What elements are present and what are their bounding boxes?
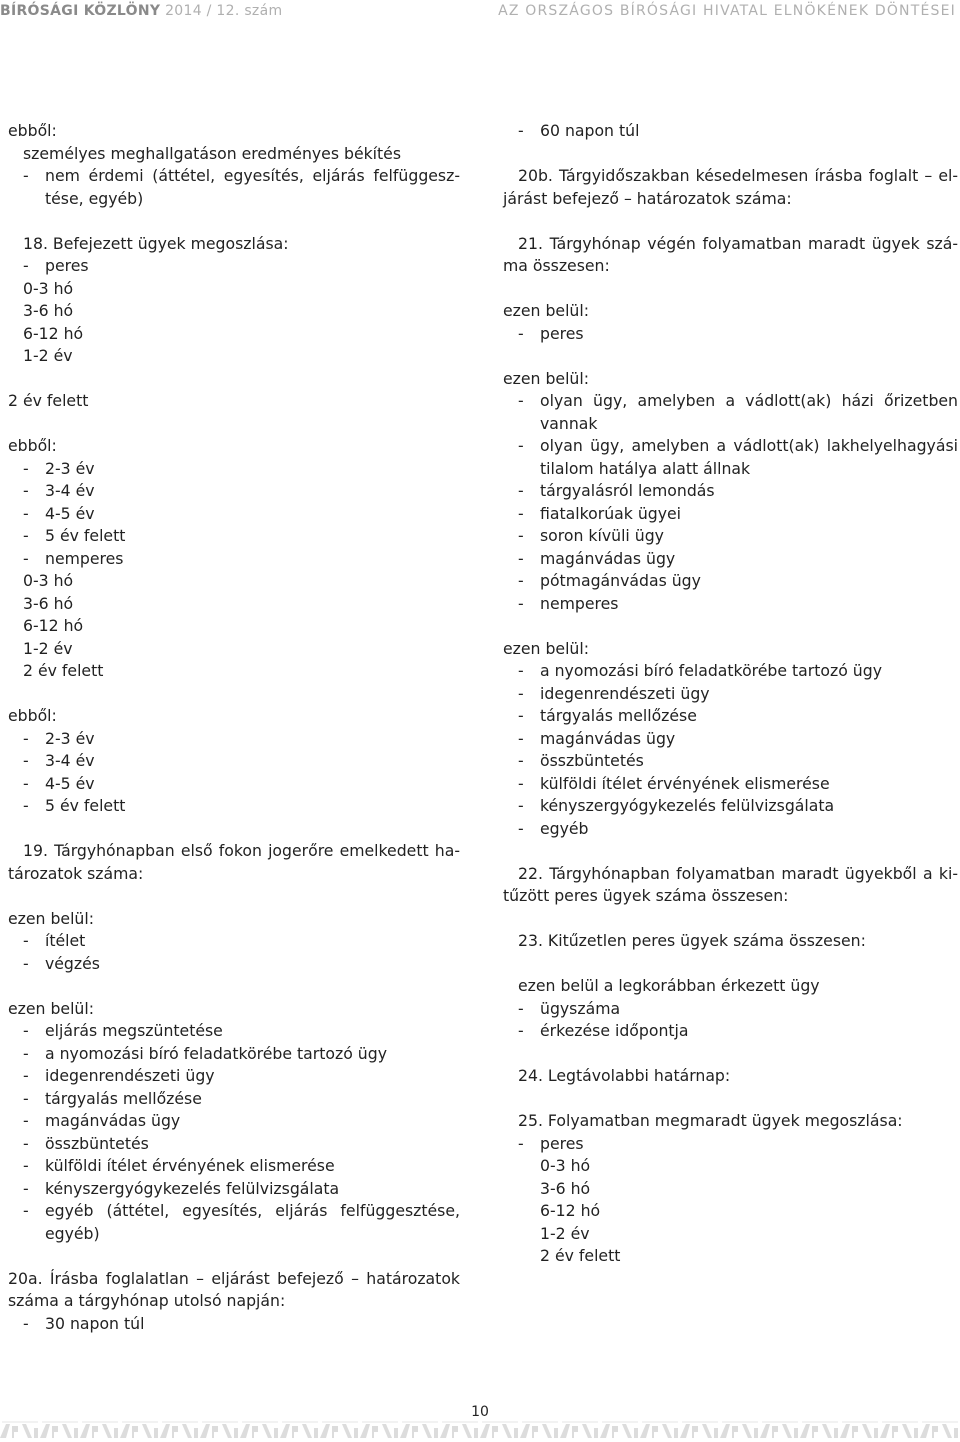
section-heading-20a: 20a. Írásba foglalatlan – eljárást befejező – határozatok — [8, 1268, 460, 1288]
text-line: vannak — [540, 413, 598, 433]
text-line: 1-2 év — [23, 638, 73, 658]
list-item: - 60 napon túl — [518, 121, 640, 140]
journal-title: BÍRÓSÁGI KÖZLÖNY 2014 / 12. szám — [0, 3, 283, 19]
text-line: 0-3 hó — [23, 278, 74, 298]
list-item: - olyan ügy, amelyben a vádlott(ak) lakhelyelhagyási — [518, 436, 958, 455]
list-item: - külföldi ítélet érvényének elismerése — [518, 773, 830, 793]
page-number: 10 — [471, 1404, 489, 1420]
list-item: - olyan ügy, amelyben a vádlott(ak) házi őrizetben — [518, 391, 958, 410]
text-line: 2 év felett — [8, 391, 89, 410]
ornament-pattern — [0, 1420, 960, 1442]
list-item: - összbüntetés — [518, 751, 644, 770]
list-item: - a nyomozási bíró feladatkörébe tartozó ügy — [518, 661, 882, 680]
page-header — [0, 0, 960, 22]
text-line: 0-3 hó — [23, 571, 74, 590]
section-heading-18: 18. Befejezett ügyek megoszlása: — [23, 233, 289, 253]
list-item: - tárgyalásról lemondás — [518, 481, 715, 500]
list-item: - magánvádas ügy — [518, 728, 676, 748]
list-item: - nem érdemi (áttétel, egyesítés, eljárás felfüggesz- — [23, 166, 460, 185]
list-item: - nemperes — [23, 548, 124, 568]
section-heading-25: 25. Folyamatban megmaradt ügyek megoszlása: — [518, 1111, 903, 1130]
list-item: - magánvádas ügy — [518, 548, 676, 568]
section-title: AZ ORSZÁGOS BÍRÓSÁGI HIVATAL ELNÖKÉNEK DÖNTÉSEI — [498, 3, 956, 19]
list-item: - 2-3 év — [23, 458, 95, 478]
text-line: ezen belül: — [503, 638, 590, 658]
list-item: - tárgyalás mellőzése — [518, 706, 697, 725]
section-heading-23: 23. Kitűzetlen peres ügyek száma összesen: — [518, 931, 866, 950]
text-line: ezen belül a legkorábban érkezett ügy — [518, 976, 820, 995]
issue-number: 2014 / 12. szám — [165, 3, 283, 19]
list-item: - 5 év felett — [23, 526, 126, 545]
text-line: ebből: — [8, 436, 57, 455]
list-item: - 5 év felett — [23, 796, 126, 815]
list-item: - soron kívüli ügy — [518, 526, 664, 545]
list-item: - érkezése időpontja — [518, 1021, 689, 1040]
text-line: tilalom hatálya alatt állnak — [540, 458, 751, 478]
list-item: - 4-5 év — [23, 773, 95, 793]
list-item: - kényszergyógykezelés felülvizsgálata — [518, 796, 835, 815]
list-item: - nemperes — [518, 593, 619, 613]
section-heading-21: 21. Tárgyhónap végén folyamatban maradt ügyek szá- — [518, 233, 958, 253]
list-item: - 30 napon túl — [23, 1313, 145, 1333]
text-line: ezen belül: — [8, 998, 95, 1018]
text-line: ezen belül: — [8, 908, 95, 928]
list-item: - peres — [23, 256, 89, 275]
text-line: 0-3 hó — [540, 1156, 591, 1175]
list-item: - fiatalkorúak ügyei — [518, 503, 682, 523]
section-heading-24: 24. Legtávolabbi határnap: — [518, 1066, 731, 1085]
text-line: 6-12 hó — [540, 1201, 601, 1220]
list-item: - pótmagánvádas ügy — [518, 571, 701, 590]
list-item: - ügyszáma — [518, 998, 621, 1018]
section-heading-22: 22. Tárgyhónapban folyamatban maradt ügyekből a ki- — [518, 863, 958, 883]
list-item: - kényszergyógykezelés felülvizsgálata — [23, 1178, 340, 1198]
list-item: - 4-5 év — [23, 503, 95, 523]
text-line: tározatok száma: — [8, 863, 144, 883]
text-line: tése, egyéb) — [45, 188, 144, 208]
list-item: - 2-3 év — [23, 728, 95, 748]
list-item: - végzés — [23, 953, 100, 973]
text-line: 3-6 hó — [540, 1178, 591, 1198]
left-column — [8, 120, 460, 1335]
list-item: - peres — [518, 1133, 584, 1153]
section-heading-20b: 20b. Tárgyidőszakban késedelmesen írásba foglalt – el- — [518, 166, 958, 185]
decorative-footer-band — [0, 1420, 960, 1442]
text-line: száma a tárgyhónap utolsó napján: — [8, 1291, 286, 1310]
list-item: - tárgyalás mellőzése — [23, 1088, 202, 1108]
text-line: egyéb) — [45, 1223, 100, 1243]
list-item: - peres — [518, 323, 584, 343]
list-item: - idegenrendészeti ügy — [23, 1066, 215, 1085]
text-line: ezen belül: — [503, 368, 590, 388]
list-item: - egyéb (áttétel, egyesítés, eljárás felfüggesztése, — [23, 1201, 460, 1220]
list-item: - külföldi ítélet érvényének elismerése — [23, 1156, 335, 1175]
text-line: 3-6 hó — [23, 301, 74, 320]
section-heading-19: 19. Tárgyhónapban első fokon jogerőre emelkedett ha- — [23, 841, 460, 860]
list-item: - magánvádas ügy — [23, 1111, 181, 1130]
text-line: 6-12 hó — [23, 323, 84, 343]
text-line: 2 év felett — [540, 1246, 621, 1265]
text-line: ebből: — [8, 706, 57, 725]
list-item: - egyéb — [518, 818, 589, 838]
text-line: ma összesen: — [503, 256, 610, 275]
text-line: ebből: — [8, 121, 57, 140]
text-line: 2 év felett — [23, 661, 104, 680]
text-line: 6-12 hó — [23, 616, 84, 635]
list-item: - 3-4 év — [23, 751, 95, 770]
text-line: ezen belül: — [503, 301, 590, 320]
list-item: - a nyomozási bíró feladatkörébe tartozó ügy — [23, 1043, 387, 1063]
list-item: - 3-4 év — [23, 481, 95, 500]
text-line: 1-2 év — [540, 1223, 590, 1243]
list-item: - összbüntetés — [23, 1133, 149, 1153]
text-line: 3-6 hó — [23, 593, 74, 613]
list-item: - ítélet — [23, 931, 86, 950]
right-column — [503, 120, 958, 1268]
text-line: 1-2 év — [23, 346, 73, 365]
list-item: - eljárás megszüntetése — [23, 1021, 223, 1040]
text-line: személyes meghallgatáson eredményes békítés — [23, 143, 402, 163]
text-line: tűzött peres ügyek száma összesen: — [503, 886, 789, 905]
list-item: - idegenrendészeti ügy — [518, 683, 710, 703]
text-line: járást befejező – határozatok száma: — [503, 188, 792, 208]
